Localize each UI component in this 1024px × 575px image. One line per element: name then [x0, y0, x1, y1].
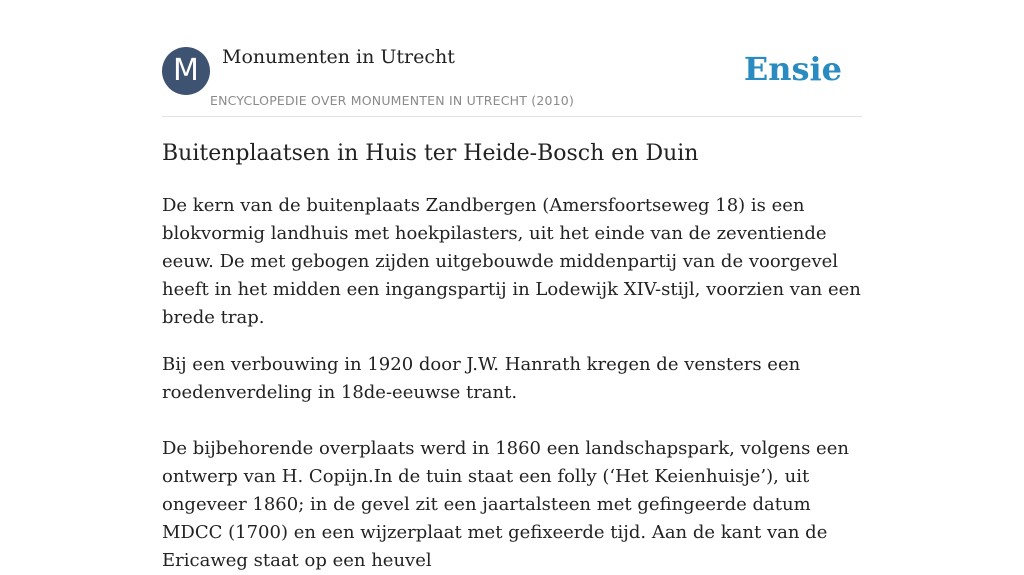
- site-header: [162, 46, 862, 117]
- avatar[interactable]: M: [162, 47, 210, 95]
- site-subtitle: ENCYCLOPEDIE OVER MONUMENTEN IN UTRECHT (2010): [210, 93, 575, 108]
- article: [162, 138, 868, 575]
- article-title: Buitenplaatsen in Huis ter Heide-Bosch en Duin: [162, 141, 699, 166]
- ensie-logo-link[interactable]: Ensie: [743, 50, 842, 88]
- site-title[interactable]: Monumenten in Utrecht: [222, 46, 455, 68]
- article-paragraph-1: De kern van de buitenplaats Zandbergen (Amersfoortseweg 18) is een blokvormig landhuis met hoekpilasters, uit het einde van de zeventiende eeuw. De met gebogen zijden uitgebouwde middenpartij van de voorgevel heeft in het midden een ingangspartij in Lodewijk XIV-stijl, voorzien van een brede trap.: [162, 195, 861, 328]
- article-paragraph-3: De bijbehorende overplaats werd in 1860 een landschapspark, volgens een ontwerp van H. Copijn.In de tuin staat een folly (‘Het Keienhuisje’), uit ongeveer 1860; in de gevel zit een jaartalsteen met gefingeerde datum MDCC (1700) en een wijzerplaat met gefixeerde tijd. Aan de kant van de Ericaweg staat op een heuvel: [162, 438, 849, 571]
- article-paragraph-2: Bij een verbouwing in 1920 door J.W. Hanrath kregen de vensters een roedenverdeling in 18de-eeuwse trant.: [162, 354, 801, 403]
